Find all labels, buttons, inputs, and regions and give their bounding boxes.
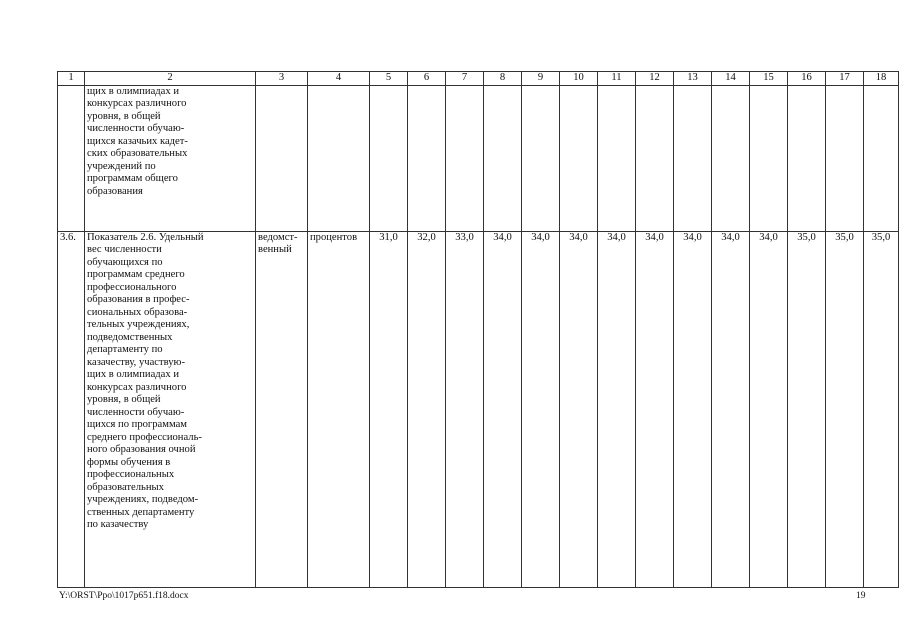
year-value [750, 85, 788, 231]
year-value: 34,0 [484, 231, 522, 587]
row-number: 3.6. [58, 231, 85, 587]
column-number: 7 [446, 72, 484, 86]
year-value [636, 85, 674, 231]
year-value: 33,0 [446, 231, 484, 587]
year-value [826, 85, 864, 231]
year-value: 34,0 [522, 231, 560, 587]
year-value [864, 85, 899, 231]
column-number: 16 [788, 72, 826, 86]
column-number-row [58, 72, 899, 86]
year-value: 34,0 [636, 231, 674, 587]
year-value [560, 85, 598, 231]
indicator-text: щих в олимпиадах и конкурсах различного уровня, в общей численности обучаю- щихся казачьих кадет- ских образовательных учреждений по программам общего образования [85, 85, 256, 231]
year-value [712, 85, 750, 231]
data-source [256, 85, 308, 231]
column-number: 5 [370, 72, 408, 86]
column-number: 14 [712, 72, 750, 86]
column-number: 17 [826, 72, 864, 86]
year-value: 34,0 [750, 231, 788, 587]
year-value: 34,0 [712, 231, 750, 587]
column-number: 6 [408, 72, 446, 86]
indicator-table [57, 71, 899, 588]
year-value: 34,0 [598, 231, 636, 587]
column-number: 13 [674, 72, 712, 86]
year-value: 34,0 [560, 231, 598, 587]
year-value [370, 85, 408, 231]
column-number: 10 [560, 72, 598, 86]
year-value [598, 85, 636, 231]
column-number: 9 [522, 72, 560, 86]
year-value [522, 85, 560, 231]
column-number: 12 [636, 72, 674, 86]
footer-file-path: Y:\ORST\Ppo\1017p651.f18.docx [59, 591, 189, 601]
table-row [58, 231, 899, 587]
indicator-text: Показатель 2.6. Удельный вес численности обучающихся по программам среднего профессионального образования в профес- сиональных образова- тельных учреждениях, подведомственных департаменту по казачеству, участвую- щих в олимпиадах и конкурсах различного уровня, в общей численности обучаю- щихся по программам среднего профессиональ- ного образования очной формы обучения в профессиональных образовательных учреждениях, подведом- ственных департаменту по казачеству [85, 231, 256, 587]
data-source: ведомст- венный [256, 231, 308, 587]
column-number: 1 [58, 72, 85, 86]
table-row-continued [58, 85, 899, 231]
year-value: 35,0 [864, 231, 899, 587]
column-number: 3 [256, 72, 308, 86]
column-number: 2 [85, 72, 256, 86]
page-number: 19 [856, 591, 866, 601]
column-number: 8 [484, 72, 522, 86]
year-value: 31,0 [370, 231, 408, 587]
year-value: 35,0 [788, 231, 826, 587]
year-value: 35,0 [826, 231, 864, 587]
unit [308, 85, 370, 231]
column-number: 15 [750, 72, 788, 86]
year-value: 34,0 [674, 231, 712, 587]
year-value [484, 85, 522, 231]
year-value [788, 85, 826, 231]
column-number: 18 [864, 72, 899, 86]
row-number [58, 85, 85, 231]
year-value: 32,0 [408, 231, 446, 587]
year-value [408, 85, 446, 231]
column-number: 11 [598, 72, 636, 86]
column-number: 4 [308, 72, 370, 86]
unit: процентов [308, 231, 370, 587]
year-value [674, 85, 712, 231]
year-value [446, 85, 484, 231]
